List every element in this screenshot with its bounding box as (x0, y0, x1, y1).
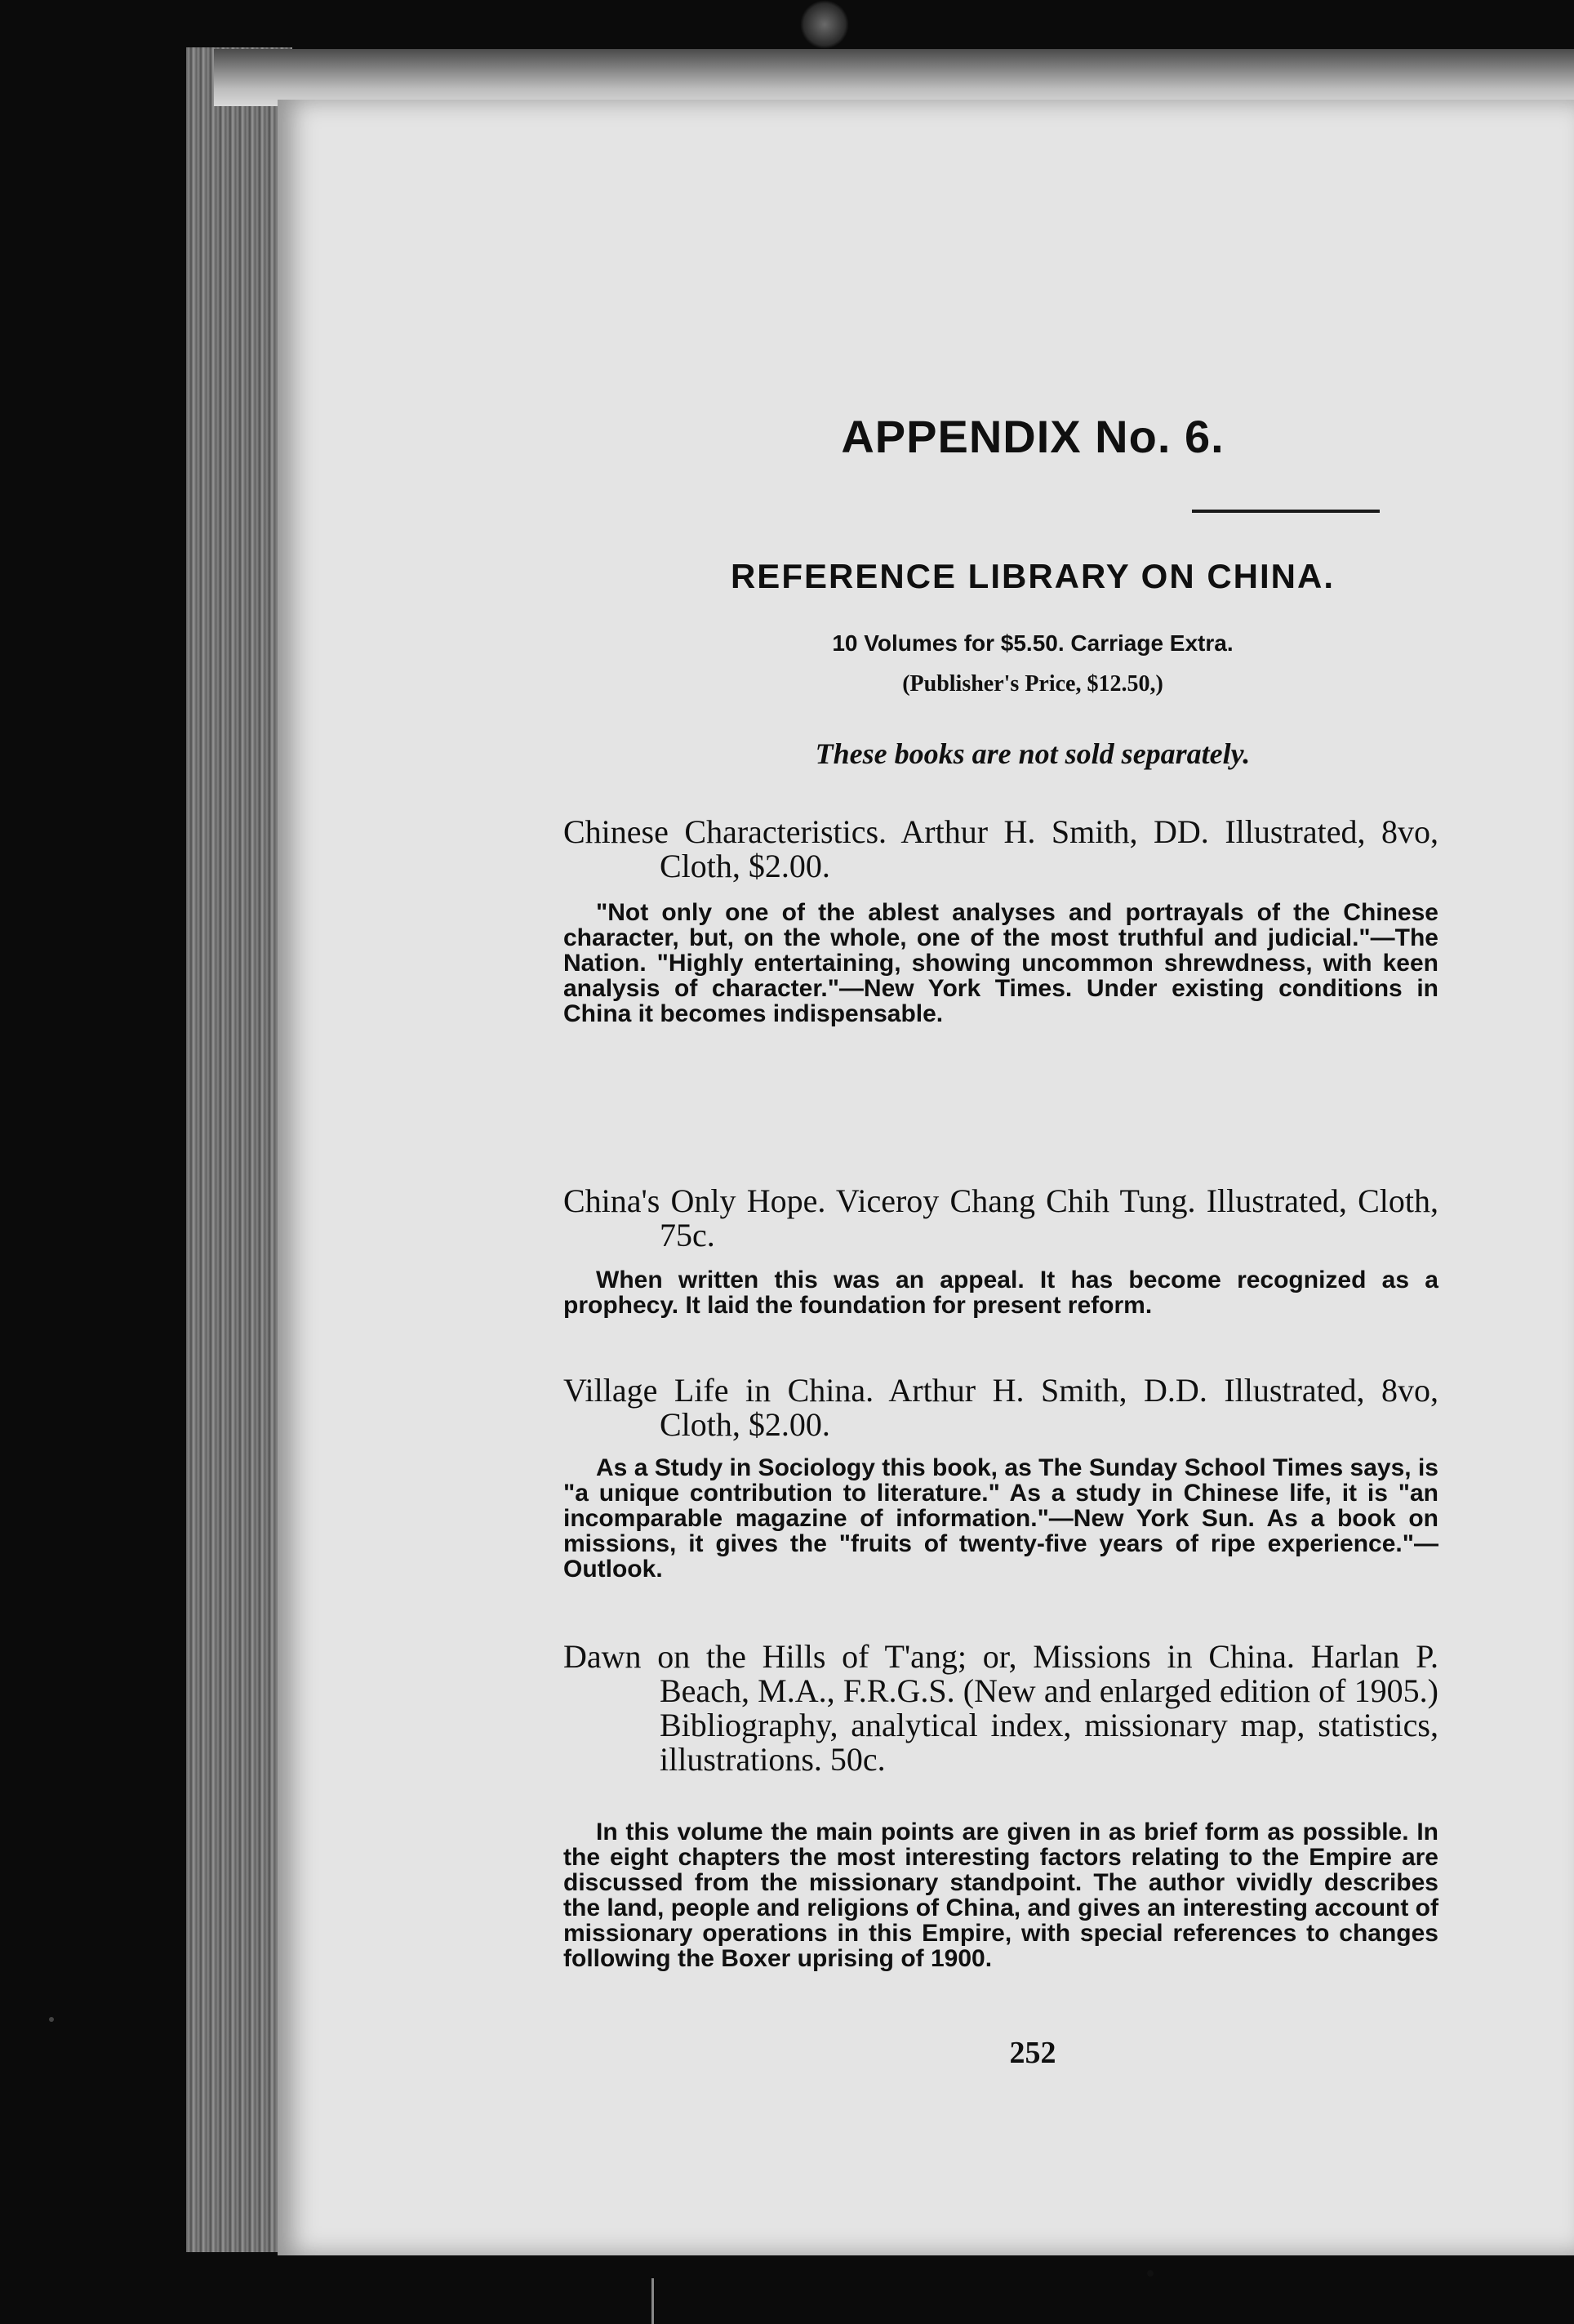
page (278, 100, 1574, 2255)
book-blurb-text: As a Study in Sociology this book, as The Sunday School Times says, is "a unique contribution to literature." As a study in Chinese life, it is "an incomparable magazine of information."—New York Sun. As a book on missions, it gives the "fruits of twenty-five years of ripe experience."—Outlook. (563, 1454, 1438, 1583)
book-top-edge (214, 49, 1574, 106)
book-entry-title (563, 1640, 1438, 1777)
book-entry-blurb (563, 1267, 1438, 1318)
book-title-text: Chinese Characteristics. Arthur H. Smith, DD. Illustrated, 8vo, Cloth, $2.00. (563, 813, 1438, 884)
book-title-text: China's Only Hope. Viceroy Chang Chih Tung. Illustrated, Cloth, 75c. (563, 1182, 1438, 1253)
publisher-price: (Publisher's Price, $12.50,) (902, 671, 1163, 697)
appendix-title: APPENDIX No. 6. (841, 411, 1225, 462)
library-title: REFERENCE LIBRARY ON CHINA. (730, 557, 1336, 595)
book-entry-title (563, 1184, 1438, 1253)
page-number: 252 (1009, 2036, 1056, 2070)
book-entry-title (563, 815, 1438, 884)
book-title-text: Village Life in China. Arthur H. Smith, D.D. Illustrated, 8vo, Cloth, $2.00. (563, 1372, 1438, 1443)
book-entry-blurb (563, 900, 1438, 1026)
book-blurb-text: "Not only one of the ablest analyses and portrayals of the Chinese character, but, on the whole, one of the most truthful and judicial."—The Nation. "Highly entertaining, showing uncommon shrewdness, with keen analysis of character."—New York Times. Under existing conditions in China it becomes indispensable. (563, 899, 1438, 1027)
scan-mark (651, 2278, 654, 2324)
scan-speck (1147, 2270, 1154, 2277)
scan-speck (49, 2017, 54, 2022)
book-entry-title (563, 1373, 1438, 1442)
book-page-edges (186, 47, 292, 2252)
scan-stain (800, 0, 849, 49)
not-sold-separately-note: These books are not sold separately. (815, 737, 1251, 770)
book-entry-blurb (563, 1819, 1438, 1971)
book-title-text: Dawn on the Hills of T'ang; or, Missions in China. Harlan P. Beach, M.A., F.R.G.S. (New and enlarged edition of 1905.) Bibliography, analytical index, missionary map, statistics, illustrations. 50c. (563, 1638, 1438, 1778)
offer-line: 10 Volumes for $5.50. Carriage Extra. (832, 630, 1234, 656)
book-blurb-text: In this volume the main points are given in as brief form as possible. In the eight chapters the most interesting factors relating to the Empire are discussed from the missionary standpoint. The author vividly describes the land, people and religions of China, and gives an interesting account of missionary operations in this Empire, with special references to changes following the Boxer uprising of 1900. (563, 1819, 1438, 1972)
book-blurb-text: When written this was an appeal. It has become recognized as a prophecy. It laid the foundation for present reform. (563, 1267, 1438, 1319)
title-divider (1192, 510, 1380, 513)
book-entry-blurb (563, 1455, 1438, 1582)
